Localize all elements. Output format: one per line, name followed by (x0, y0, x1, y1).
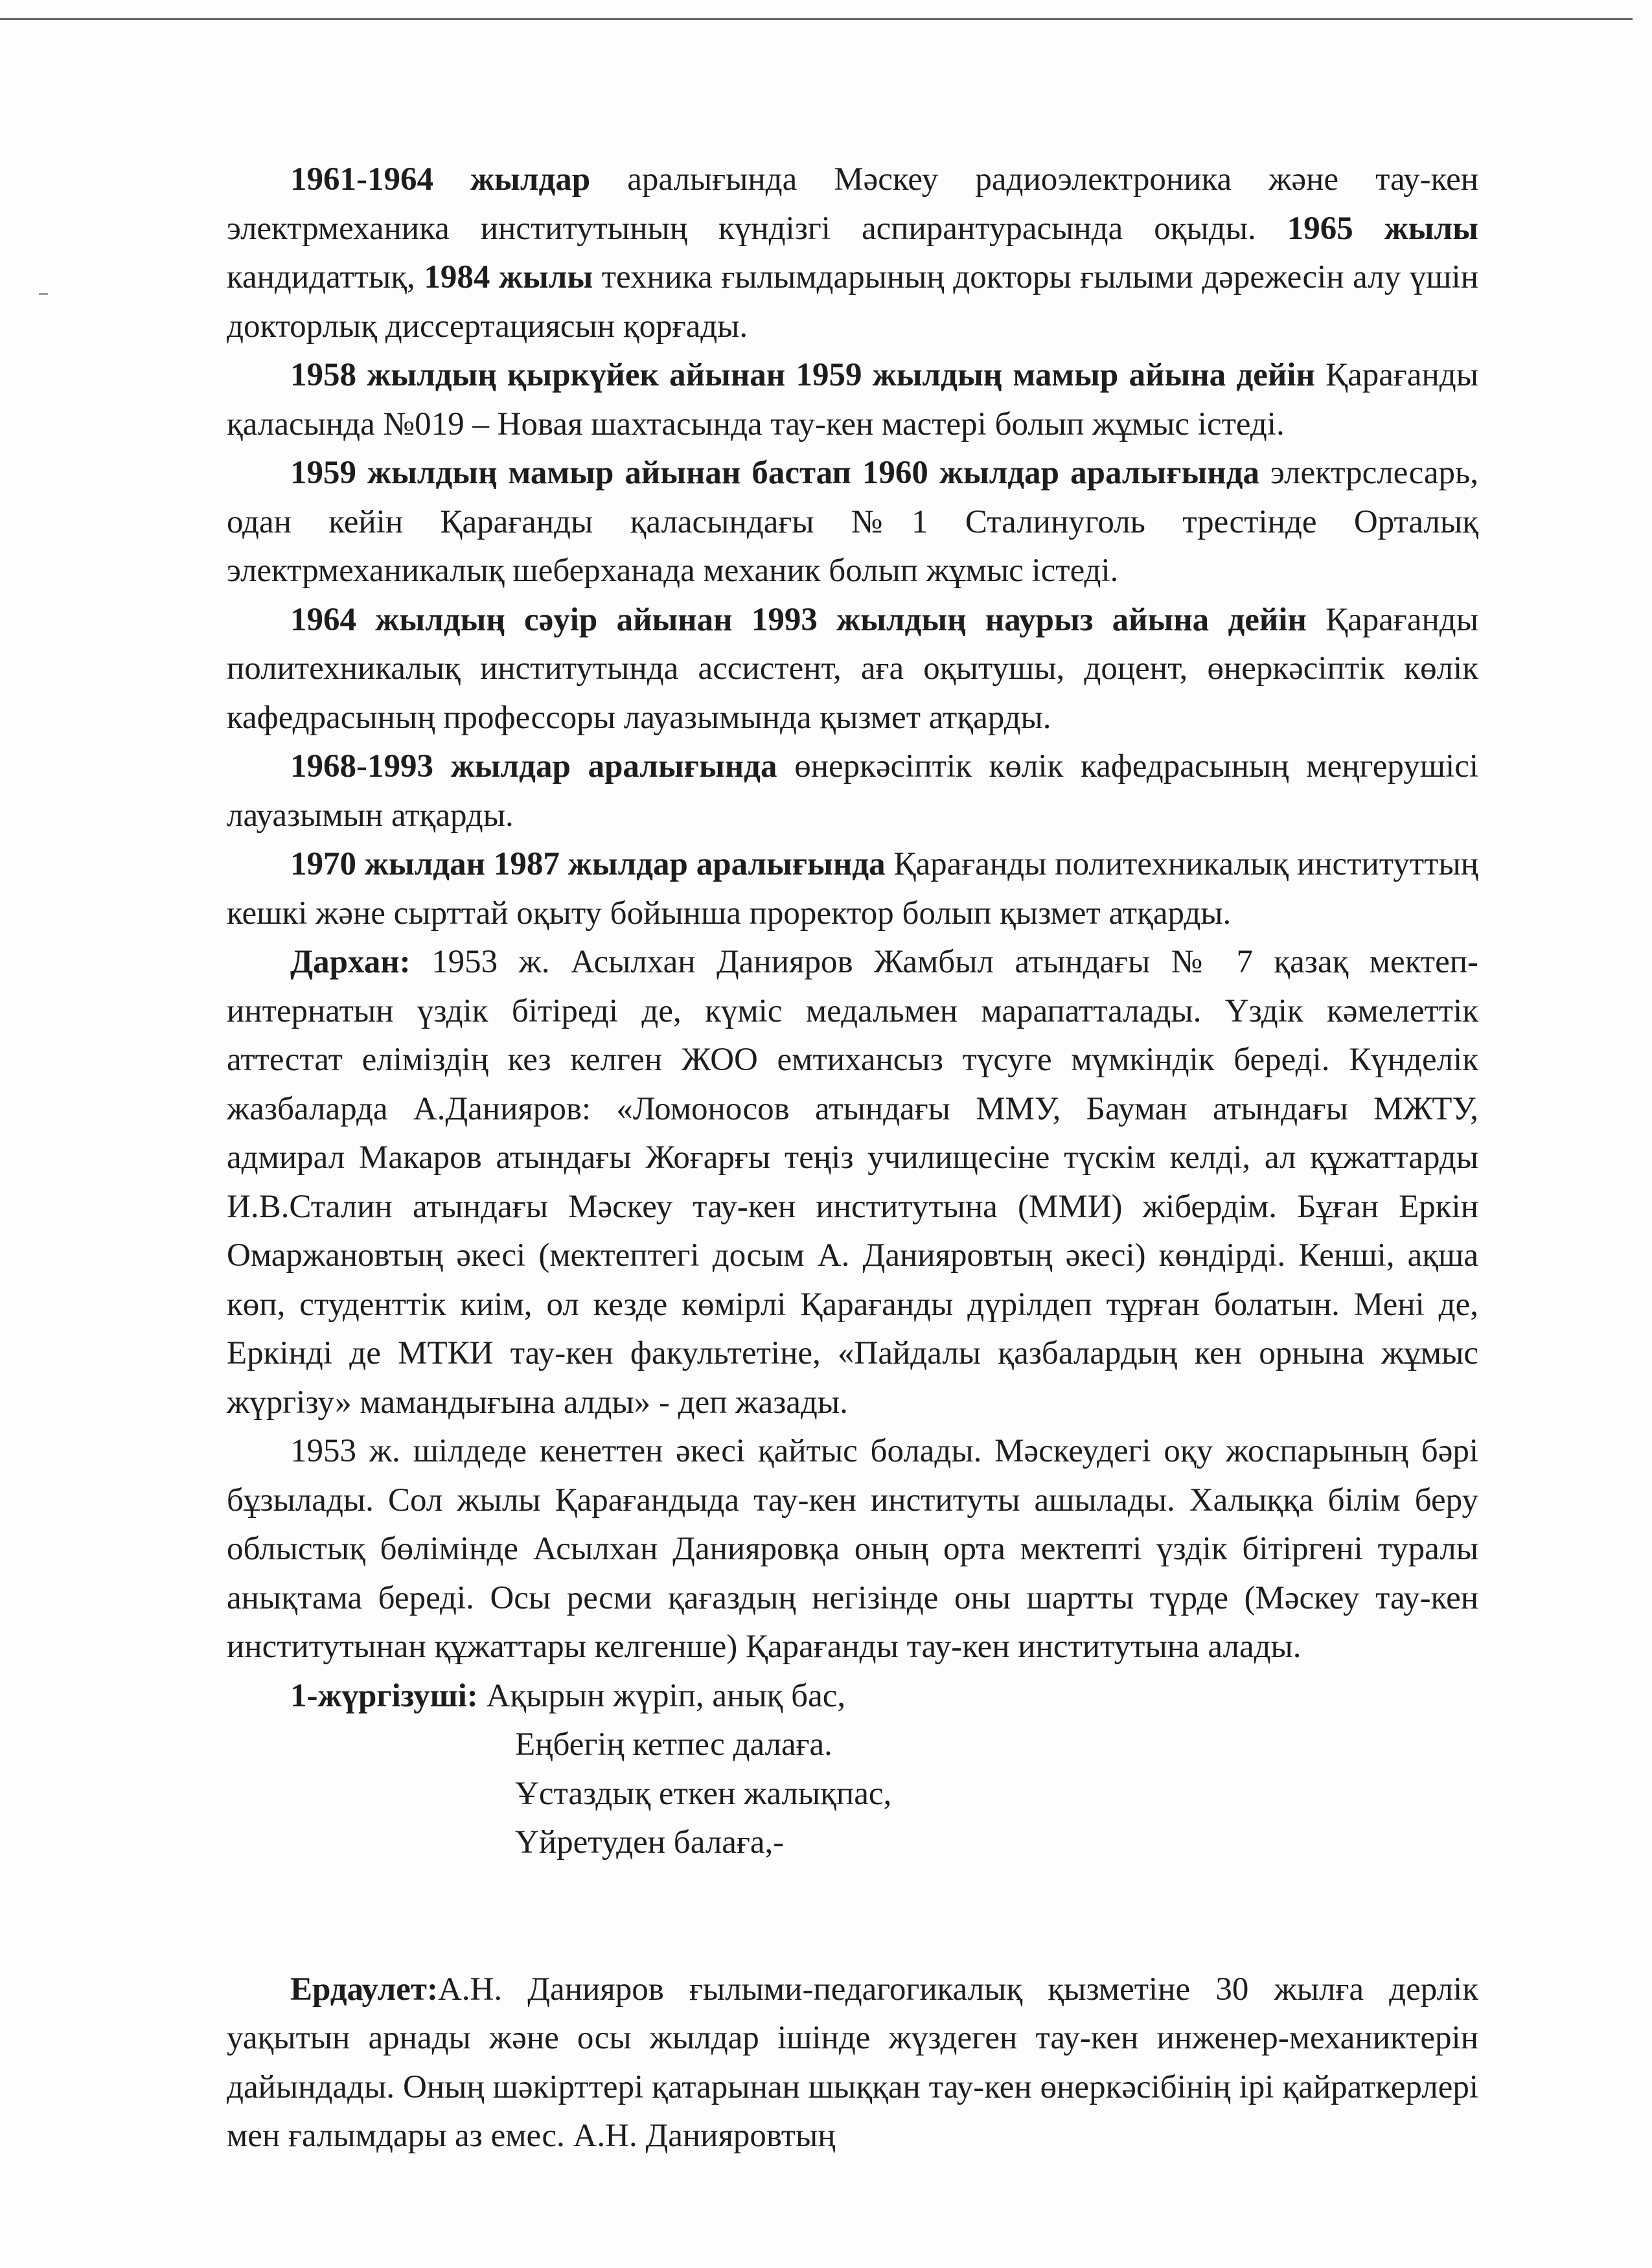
text-span: аралығында Мәскеу радиоэлектроника және тау-кен электрмеханика институтының күндізгі аспирантурасында оқыды. (227, 161, 1478, 247)
text-span: электрслесарь, одан кейін Қарағанды қаласындағы №1 Сталинуголь трестінде Орталық электрмеханикалық шеберханада механик болып жұмыс істеді. (227, 455, 1479, 589)
bold-span: 1970 жылдан 1987 жылдар аралығында (290, 846, 886, 882)
spacer (227, 1868, 1478, 1965)
text-span: 1953 ж. Асылхан Данияров Жамбыл атындағы № 7 қазақ мектеп-интернатын үздік бітіреді де, күміс медальмен марапатталады. Үздік кәмелеттік аттестат еліміздің кез келген ЖОО емтихансыз түсуге мүмкіндік береді. Күнделік жазбаларда А.Данияров: «Ломоносов атындағы ММУ, Бауман атындағы МЖТУ, адмирал Макаров атындағы Жоғарғы теңіз училищесіне түскім келді, ал құжаттарды И.В.Сталин атындағы Мәскеу тау-кен институтына (ММИ) жібердім. Бұған Еркін Омаржановтың әкесі (мектептегі досым А. Данияровтың әкесі) көндірді. Кенші, ақша көп, студенттік киім, ол кезде көмірлі Қарағанды дүрілдеп тұрған болатын. Мені де, Еркінді де МТКИ тау-кен факультетіне, «Пайдалы қазбалардың кен орнына жұмыс жүргізу» мамандығына алды» - деп жазады. (227, 944, 1478, 1421)
scan-artifact (39, 293, 48, 295)
poem-line: Үйретуден балаға,- (515, 1824, 785, 1861)
text-span: кандидаттық, (227, 259, 424, 295)
bold-span: 1965 жылы (1287, 210, 1478, 247)
paragraph-1968 (227, 742, 1478, 840)
speaker-label: Дархан: (290, 944, 411, 980)
poem-text: Ақырын жүріп, анық бас, (486, 1677, 846, 1714)
paragraph-aspirantura (227, 155, 1478, 351)
scan-top-rule (0, 18, 1633, 20)
bold-span: 1961-1964 жылдар (290, 161, 591, 198)
paragraph-erdaulet (227, 1965, 1478, 2161)
paragraph-darkhan (227, 938, 1478, 1427)
text-span: техника ғылымдарының докторы ғылыми дәрежесін алу үшін докторлық диссертациясын қорғады. (227, 259, 1479, 345)
bold-span: 1984 жылы (424, 259, 593, 295)
text-span: өнеркәсіптік көлік кафедрасының меңгерушісі лауазымын атқарды. (227, 748, 1479, 834)
bold-span: 1958 жылдың қыркүйек айынан 1959 жылдың мамыр айына дейін (290, 357, 1315, 393)
bold-span: 1968-1993 жылдар аралығында (290, 748, 777, 785)
bold-span: 1964 жылдың сәуір айынан 1993 жылдың наурыз айына дейін (290, 601, 1307, 638)
bold-span: 1959 жылдың мамыр айынан бастап 1960 жылдар аралығында (290, 455, 1259, 491)
paragraph-1958 (227, 351, 1478, 449)
text-span: Қарағанды политехникалық институтында ассистент, аға оқытушы, доцент, өнеркәсіптік көлік кафедрасының профессоры лауазымында қызмет атқарды. (227, 601, 1478, 736)
text-span: 1953 ж. шілдеде кенеттен әкесі қайтыс болады. Мәскеудегі оқу жоспарының бәрі бұзылады. Сол жылы Қарағандыда тау-кен институты ашылады. Халыққа білім беру облыстық бөлімінде Асылхан Данияровқа оның орта мектепті үздік бітіргені туралы анықтама береді. Осы ресми қағаздың негізінде оны шартты түрде (Мәскеу тау-кен институтынан құжаттары келгенше) Қарағанды тау-кен институтына алады. (227, 1433, 1478, 1665)
paragraph-1970 (227, 840, 1478, 938)
text-span: Қарағанды қаласында №019 – Новая шахтасында тау-кен мастері болып жұмыс істеді. (227, 357, 1478, 442)
poem-line: Еңбегің кетпес далаға. (515, 1726, 832, 1763)
paragraph-1964 (227, 596, 1478, 743)
speaker-label: Ердаулет: (290, 1971, 438, 2008)
text-span: Қарағанды политехникалық институттың кешкі және сырттай оқыту бойынша проректор болып қызмет атқарды. (227, 846, 1478, 932)
poem-line: Ұстаздық еткен жалықпас, (515, 1775, 892, 1812)
paragraph-1959 (227, 449, 1478, 596)
document-page (227, 155, 1478, 2161)
poem-line (227, 1672, 1478, 1721)
poem-block (227, 1672, 1478, 1868)
paragraph-1953 (227, 1427, 1478, 1672)
speaker-label: 1-жүргізуші: (290, 1677, 478, 1714)
text-span: А.Н. Данияров ғылыми-педагогикалық қызметіне 30 жылға дерлік уақытын арнады және осы жылдар ішінде жүздеген тау-кен инженер-механиктерін дайындады. Оның шәкірттері қатарынан шыққан тау-кен өнеркәсібінің ірі қайраткерлері мен ғалымдары аз емес. А.Н. Данияровтың (227, 1971, 1478, 2154)
